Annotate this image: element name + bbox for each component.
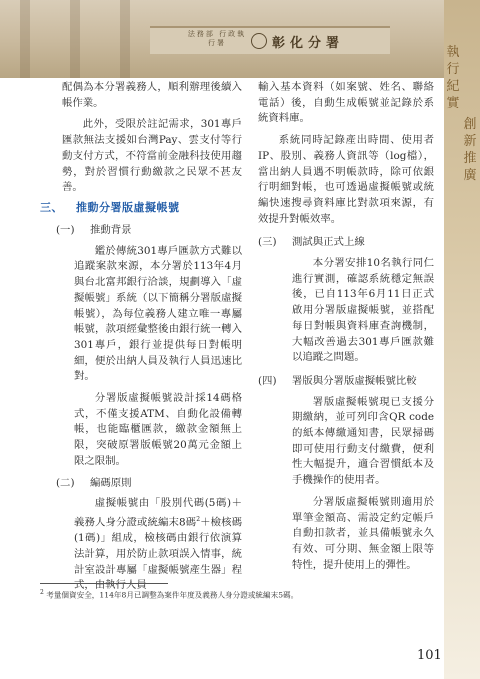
subsection-heading [258, 374, 434, 390]
subsection-number: (二) [56, 476, 75, 489]
footnote-marker: 2 [40, 589, 44, 596]
paragraph: 署版虛擬帳號現已支援分期繳納，並可列印含QR code的紙本傳繳通知書，民眾掃碼即可使用行動支付繳費，便利性大幅提升，適合習慣紙本及手機操作的使用者。 [292, 395, 434, 487]
footnote-marker: 2 [196, 515, 201, 523]
chapter-subtitle: 創新推廣 [463, 117, 477, 183]
page-number: 101 [417, 648, 442, 663]
footnote-divider [40, 583, 168, 584]
paragraph: 鑑於傳統301專戶匯款方式難以追蹤案款來源，本分署於113年4月與台北富邦銀行洽談，規劃導入「虛擬帳號」系統（以下簡稱分署版虛擬帳號），為每位義務人建立唯一專屬帳號，款項經彙整後由銀行統一轉入301專戶，銀行並提供每日對帳明細，便於出納人員及執行人員迅速比對。 [74, 244, 242, 383]
left-column-lower [40, 223, 242, 594]
footnote [40, 588, 435, 601]
paragraph: 分署版虛擬帳號設計採14碼格式，不僅支援ATM、自動化設備轉帳，也能臨櫃匯款，繳款金額無上限，突破原署版帳號20萬元金額上限之限制。 [74, 392, 242, 467]
subsection-heading [40, 223, 242, 239]
building-column [20, 0, 30, 78]
emblem-icon [251, 33, 267, 49]
paragraph: 配偶為本分署義務人，順利辦理後續入帳作業。 [62, 81, 242, 109]
paragraph: 本分署安排10名執行同仁進行實測，確認系統穩定無誤後，已自113年6月11日正式啟用分署版虛擬帳號，並搭配每日對帳與資料庫查詢機制，大幅改善過去301專戶匯款難以追蹤之問題。 [292, 257, 434, 364]
subsection-heading [40, 476, 242, 492]
subsection-number: (一) [56, 224, 75, 236]
paragraph: 系統同時記錄產出時間、使用者IP、股別、義務人資訊等（log檔），當出納人員遇不明帳款時，除可依銀行明細對帳，也可透過虛擬帳號或統編快速搜尋資料庫比對款項來源，有效提升對帳效率。 [258, 134, 434, 225]
subsection-heading [258, 235, 434, 251]
header-photo [0, 0, 444, 78]
subsection-title: 推動背景 [90, 224, 132, 236]
paragraph: 輸入基本資料（如案號、姓名、聯絡電話）後，自動生成帳號並記錄於系統資料庫。 [258, 81, 434, 125]
paragraph: 分署版虛擬帳號則適用於單筆金額高、需設定約定帳戶自動扣款者，並具備帳號永久有效、可分期、無金額上限等特性，提升使用上的彈性。 [292, 495, 434, 571]
section-number: 三、 [40, 201, 63, 214]
agency-sign: 法務部 行政執行署 [187, 30, 247, 47]
footnote-text: 考量個資安全，114年8月已調整為案件年度及義務人身分證或統編末5碼。 [46, 590, 299, 600]
subsection-title: 測試與正式上線 [292, 236, 365, 249]
subsection-number: (三) [258, 236, 277, 249]
building-column [120, 0, 130, 78]
section-title: 推動分署版虛擬帳號 [76, 201, 180, 214]
left-column [40, 80, 242, 196]
subsection-title: 編碼原則 [90, 476, 132, 489]
subsection-number: (四) [258, 374, 277, 387]
paragraph-text: ＋檢核碼(1碼)」組成，檢核碼由銀行依演算法計算，用於防止款項誤入情事，統計室設計專屬「虛擬帳號產生器」程式，由執行人員 [74, 516, 242, 592]
paragraph: 此外，受限於註記需求，301專戶匯款無法支援如台灣Pay、雲支付等行動支付方式，不符當前金融科技使用趨勢，對於習慣行動繳款之民眾不甚友善。 [62, 118, 242, 194]
paragraph [40, 496, 242, 594]
chapter-title: 執行紀實 [446, 45, 460, 111]
subsection-title: 署版與分署版虛擬帳號比較 [292, 374, 417, 387]
branch-sign: 彰化分署 [272, 36, 345, 51]
building-column [70, 0, 80, 78]
right-column [258, 80, 434, 573]
section-heading [40, 199, 240, 215]
paragraph-text: 虛擬帳號由「股別代碼(5碼)＋義務人身分證或統編末8碼 [74, 497, 242, 529]
